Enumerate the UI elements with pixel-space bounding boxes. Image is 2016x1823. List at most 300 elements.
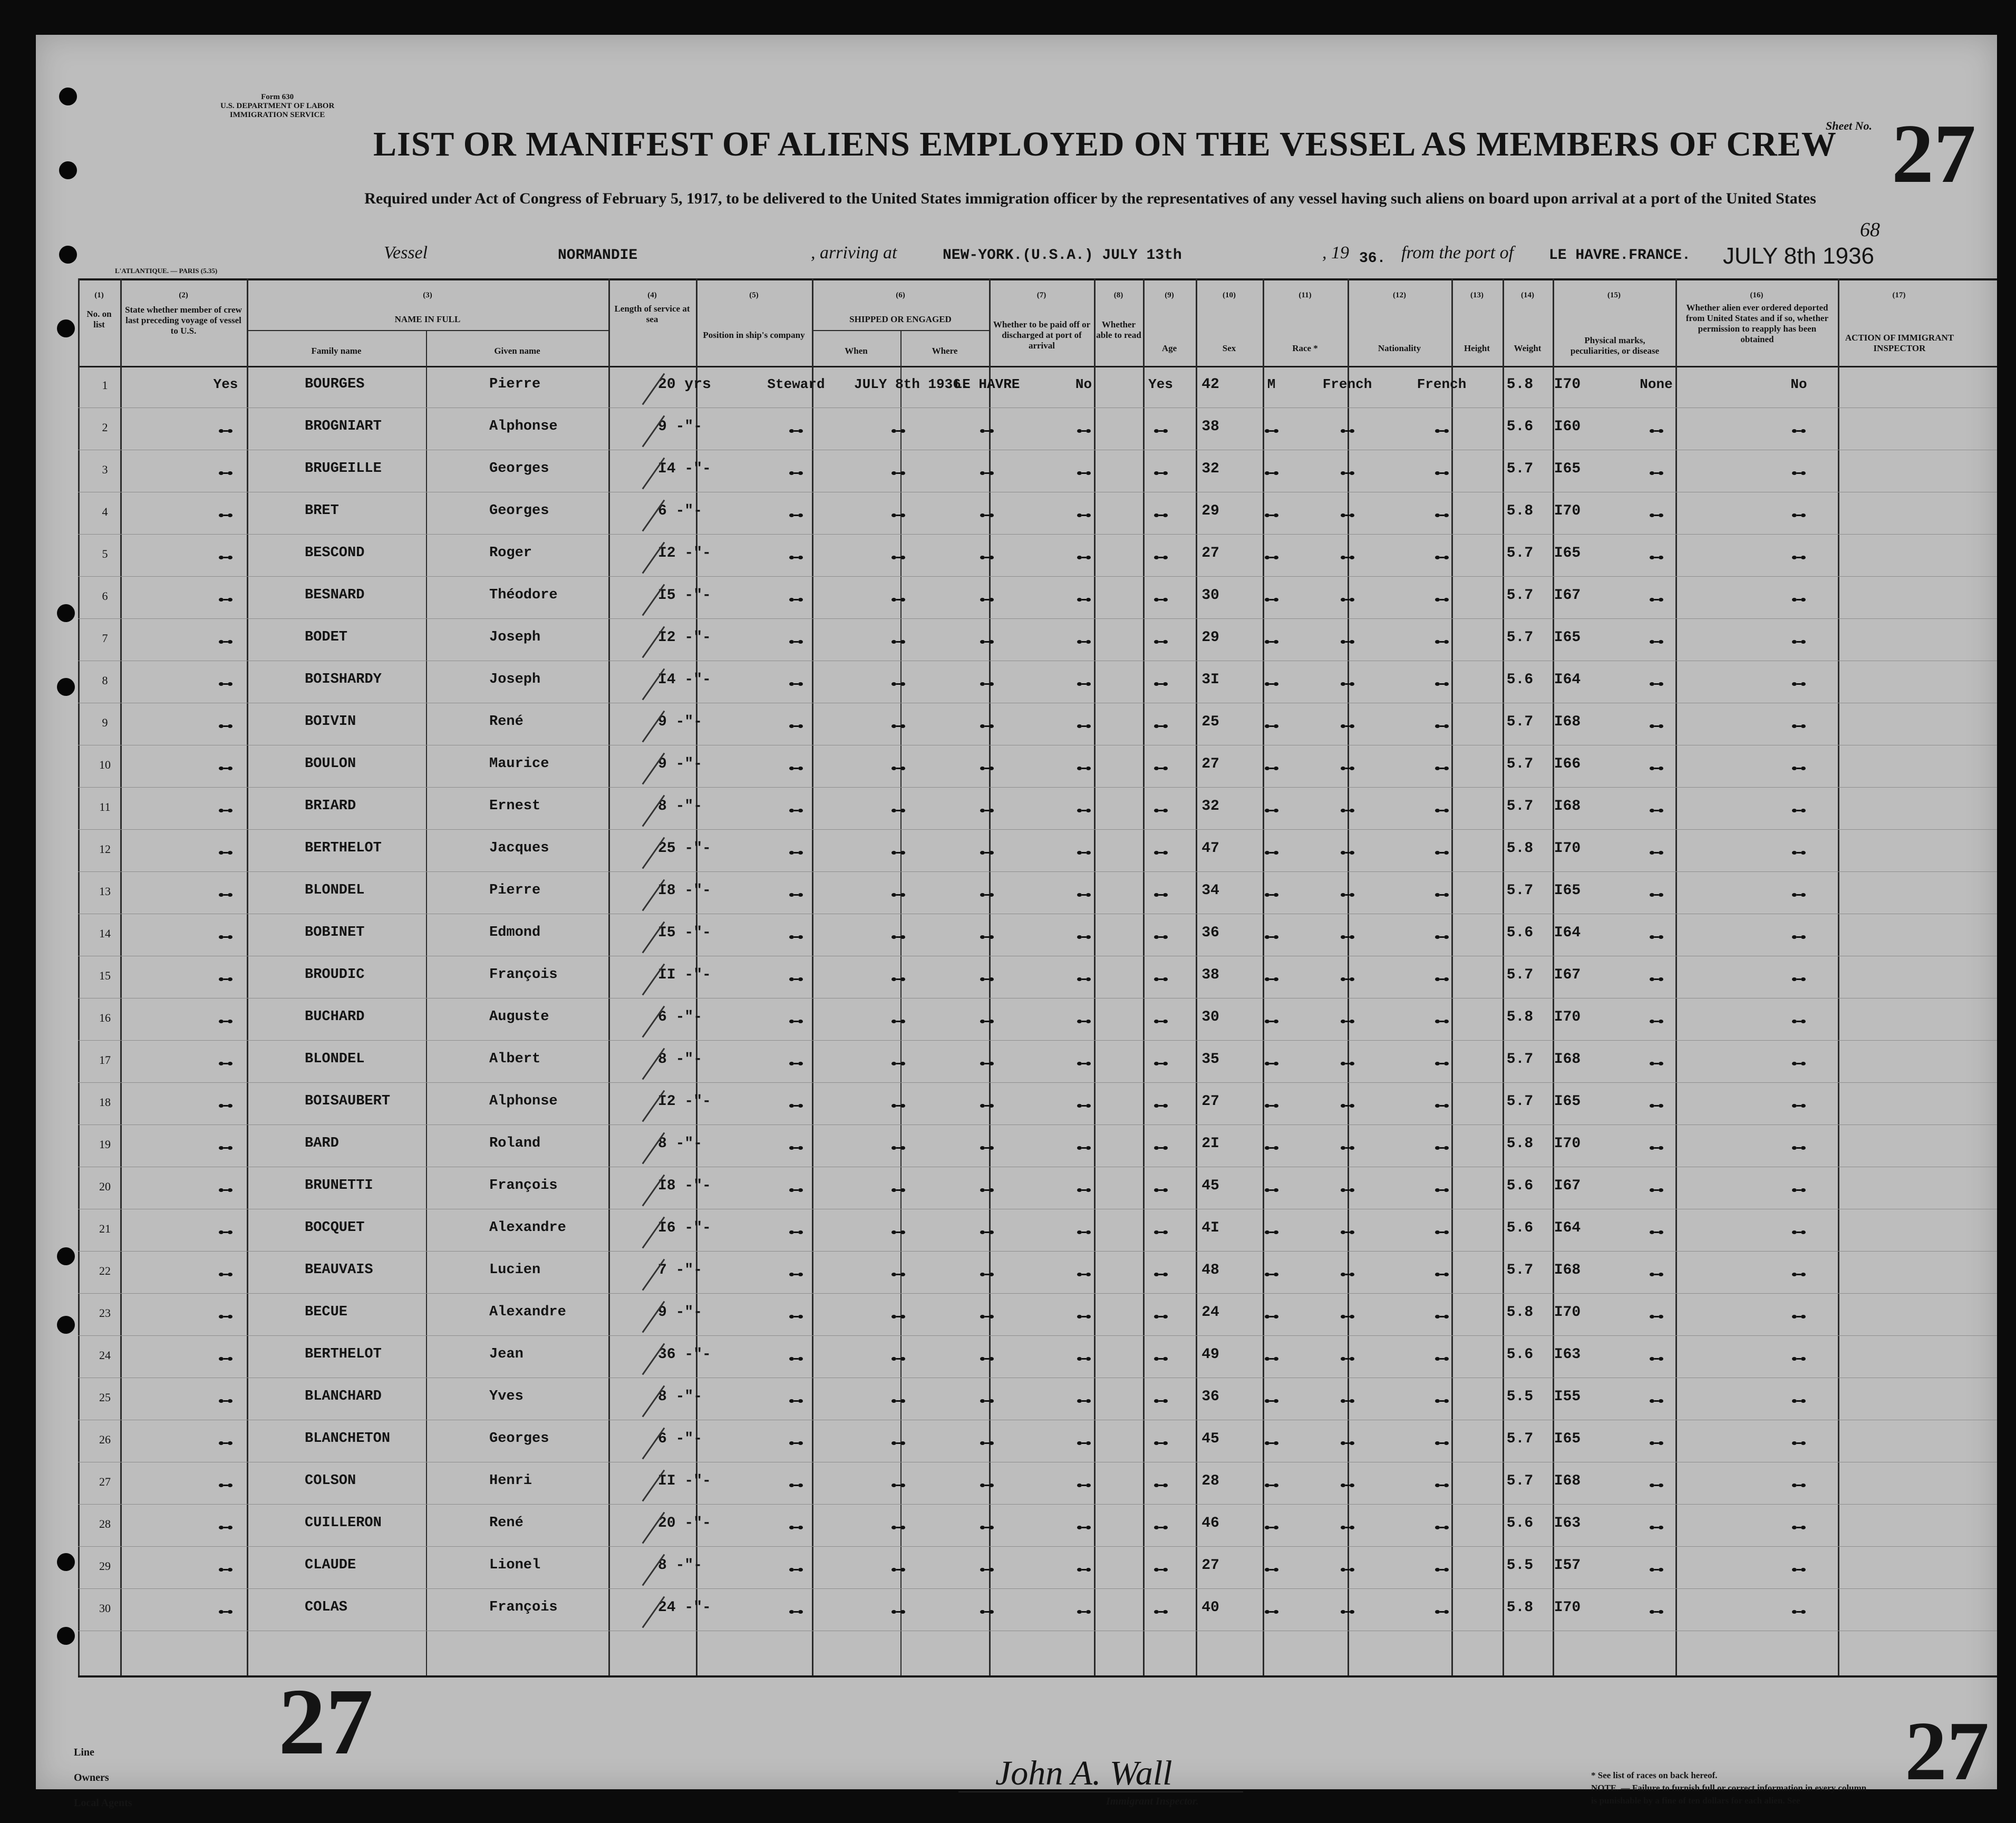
header-nationality: Nationality xyxy=(1378,343,1421,353)
ditto-mark xyxy=(980,598,994,602)
ditto-mark xyxy=(1154,809,1168,813)
ditto-mark xyxy=(1792,767,1806,771)
ditto-mark xyxy=(1650,471,1663,476)
age: 36 xyxy=(1201,925,1219,941)
height: 5.7 xyxy=(1506,1473,1534,1489)
length-of-service: I5 -"- xyxy=(658,925,711,941)
length-of-service: 9 -"- xyxy=(658,419,703,435)
ditto-mark xyxy=(1077,1315,1091,1319)
from-port-label: from the port of xyxy=(1401,243,1514,263)
ditto-mark xyxy=(789,977,803,982)
list-number: 24 xyxy=(99,1349,111,1362)
shipped-header-rule xyxy=(812,330,989,331)
given-name: Pierre xyxy=(489,376,541,392)
ditto-mark xyxy=(980,1104,994,1108)
ditto-mark xyxy=(1077,1483,1091,1488)
ditto-mark xyxy=(789,1357,803,1361)
ditto-mark xyxy=(1265,1273,1278,1277)
ditto-mark xyxy=(219,935,232,939)
header-weight: Weight xyxy=(1514,343,1542,353)
ditto-mark xyxy=(219,1357,232,1361)
ditto-mark xyxy=(1792,1610,1806,1614)
column-number: (13) xyxy=(1470,291,1484,299)
column-number: (7) xyxy=(1036,291,1046,299)
ditto-mark xyxy=(980,1568,994,1572)
length-of-service: 8 -"- xyxy=(658,1557,703,1574)
table-row xyxy=(78,1336,1997,1378)
ditto-mark xyxy=(1792,1483,1806,1488)
family-name: BRIARD xyxy=(305,798,356,814)
binder-hole xyxy=(57,1553,75,1571)
table-row xyxy=(78,1041,1997,1083)
list-number: 14 xyxy=(99,927,111,940)
list-number: 15 xyxy=(99,969,111,982)
family-name: BLANCHARD xyxy=(305,1389,382,1404)
table-row xyxy=(78,872,1997,914)
column-number: (4) xyxy=(647,291,657,299)
ditto-mark xyxy=(1792,1188,1806,1192)
ditto-mark xyxy=(1077,1610,1091,1614)
ditto-mark xyxy=(219,1146,232,1150)
ditto-mark xyxy=(980,471,994,476)
table-row xyxy=(78,1209,1997,1252)
ditto-mark xyxy=(1792,1526,1806,1530)
height: 5.7 xyxy=(1506,461,1534,477)
weight: I68 xyxy=(1554,714,1581,730)
ditto-mark xyxy=(1435,513,1449,518)
ditto-mark xyxy=(219,640,232,644)
ditto-mark xyxy=(789,471,803,476)
weight: I70 xyxy=(1554,1009,1581,1025)
ditto-mark xyxy=(1077,1230,1091,1235)
ditto-mark xyxy=(891,1020,905,1024)
weight: I70 xyxy=(1554,1304,1581,1321)
weight: I60 xyxy=(1554,419,1581,435)
ditto-mark xyxy=(1077,1020,1091,1024)
height: 5.7 xyxy=(1506,629,1534,646)
ditto-mark xyxy=(891,1230,905,1235)
arriving-label: , arriving at xyxy=(811,243,897,263)
ditto-mark xyxy=(1792,893,1806,897)
ditto-mark xyxy=(219,682,232,686)
table-row xyxy=(78,703,1997,745)
ditto-mark xyxy=(1154,1230,1168,1235)
ditto-mark xyxy=(219,429,232,433)
header-race: Race * xyxy=(1292,343,1318,353)
owners-label: Owners xyxy=(74,1772,109,1783)
sex: M xyxy=(1267,376,1276,392)
ditto-mark xyxy=(1265,471,1278,476)
length-of-service: I2 -"- xyxy=(658,629,711,646)
list-number: 30 xyxy=(99,1602,111,1615)
ditto-mark xyxy=(1154,1062,1168,1066)
table-row xyxy=(78,1378,1997,1420)
binder-hole xyxy=(59,246,77,264)
ditto-mark xyxy=(891,1146,905,1150)
table-row xyxy=(78,1505,1997,1547)
header-inspector-action: ACTION OF IMMIGRANT INSPECTOR xyxy=(1845,333,1954,353)
ditto-mark xyxy=(980,513,994,518)
ditto-mark xyxy=(219,1020,232,1024)
ditto-mark xyxy=(1341,1188,1354,1192)
ditto-mark xyxy=(789,935,803,939)
weight: I65 xyxy=(1554,545,1581,561)
given-name: Roland xyxy=(489,1136,541,1151)
age: 3I xyxy=(1201,672,1219,688)
weight: I65 xyxy=(1554,883,1581,899)
weight: I64 xyxy=(1554,672,1581,688)
header-paid-off: Whether to be paid off or discharged at port of arrival xyxy=(993,319,1091,351)
ditto-mark xyxy=(1650,1357,1663,1361)
ditto-mark xyxy=(1341,1020,1354,1024)
ditto-mark xyxy=(1435,471,1449,476)
local-agents-label: Local Agents xyxy=(74,1797,132,1809)
member-last-voyage: Yes xyxy=(213,376,238,392)
given-name: Yves xyxy=(489,1389,524,1404)
weight: I63 xyxy=(1554,1346,1581,1363)
height: 5.8 xyxy=(1506,1136,1534,1152)
ditto-mark xyxy=(1265,429,1278,433)
ditto-mark xyxy=(1154,935,1168,939)
list-number: 18 xyxy=(99,1095,111,1109)
table-row xyxy=(78,745,1997,788)
ditto-mark xyxy=(219,977,232,982)
ditto-mark xyxy=(980,429,994,433)
ditto-mark xyxy=(980,1315,994,1319)
height: 5.5 xyxy=(1506,1557,1534,1574)
ditto-mark xyxy=(1341,1568,1354,1572)
ditto-mark xyxy=(1265,1357,1278,1361)
binder-hole xyxy=(57,678,75,696)
list-number: 28 xyxy=(99,1517,111,1530)
ditto-mark xyxy=(980,682,994,686)
ditto-mark xyxy=(789,1526,803,1530)
length-of-service: 6 -"- xyxy=(658,503,703,519)
ditto-mark xyxy=(1341,1315,1354,1319)
list-number: 17 xyxy=(99,1053,111,1066)
length-of-service: 24 -"- xyxy=(658,1599,711,1616)
list-number: 25 xyxy=(99,1391,111,1404)
given-name: François xyxy=(489,1599,558,1615)
ditto-mark xyxy=(1341,1104,1354,1108)
family-name: BRUNETTI xyxy=(305,1178,373,1194)
given-name: Lucien xyxy=(489,1262,541,1278)
ditto-mark xyxy=(1341,1610,1354,1614)
ditto-mark xyxy=(1154,1020,1168,1024)
ditto-mark xyxy=(980,640,994,644)
given-name: Auguste xyxy=(489,1009,549,1025)
ditto-mark xyxy=(1650,598,1663,602)
ditto-mark xyxy=(1650,1062,1663,1066)
height: 5.6 xyxy=(1506,925,1534,941)
ditto-mark xyxy=(1154,893,1168,897)
year-prefix: , 19 xyxy=(1322,243,1349,263)
ditto-mark xyxy=(789,682,803,686)
ditto-mark xyxy=(1265,1568,1278,1572)
ditto-mark xyxy=(1650,851,1663,855)
age: 47 xyxy=(1201,840,1219,857)
ditto-mark xyxy=(1265,724,1278,729)
height: 5.8 xyxy=(1506,1009,1534,1025)
ditto-mark xyxy=(219,1610,232,1614)
header-shipped: SHIPPED OR ENGAGED xyxy=(849,314,952,324)
ditto-mark xyxy=(1154,1104,1168,1108)
ditto-mark xyxy=(1650,556,1663,560)
given-name: François xyxy=(489,1178,558,1194)
ditto-mark xyxy=(980,1230,994,1235)
ditto-mark xyxy=(891,556,905,560)
ditto-mark xyxy=(1154,767,1168,771)
list-number: 3 xyxy=(102,463,108,476)
ditto-mark xyxy=(1154,1146,1168,1150)
given-name: Alphonse xyxy=(489,1093,558,1109)
ditto-mark xyxy=(789,1188,803,1192)
length-of-service: 9 -"- xyxy=(658,714,703,730)
ditto-mark xyxy=(1792,1399,1806,1403)
ditto-mark xyxy=(1792,556,1806,560)
column-number: (12) xyxy=(1393,291,1406,299)
length-of-service: I6 -"- xyxy=(658,1220,711,1236)
ditto-mark xyxy=(219,1441,232,1446)
ditto-mark xyxy=(891,1188,905,1192)
length-of-service: I5 -"- xyxy=(658,587,711,604)
weight: I65 xyxy=(1554,1093,1581,1110)
ditto-mark xyxy=(1650,1273,1663,1277)
ditto-mark xyxy=(1792,935,1806,939)
ditto-mark xyxy=(1077,640,1091,644)
family-name: BLONDEL xyxy=(305,1051,365,1067)
paid-off: No xyxy=(1075,376,1092,392)
ditto-mark xyxy=(1077,556,1091,560)
ditto-mark xyxy=(219,471,232,476)
weight: I70 xyxy=(1554,840,1581,857)
weight: I63 xyxy=(1554,1515,1581,1531)
ditto-mark xyxy=(891,1568,905,1572)
age: 27 xyxy=(1201,545,1219,561)
inspector-signature: John A. Wall xyxy=(995,1754,1172,1792)
length-of-service: 8 -"- xyxy=(658,1051,703,1068)
service-name: IMMIGRATION SERVICE xyxy=(229,111,325,119)
ditto-mark xyxy=(1154,1357,1168,1361)
ditto-mark xyxy=(789,1568,803,1572)
ditto-mark xyxy=(1154,513,1168,518)
weight: I70 xyxy=(1554,1136,1581,1152)
ditto-mark xyxy=(1265,1441,1278,1446)
ditto-mark xyxy=(219,1230,232,1235)
age: 27 xyxy=(1201,1557,1219,1574)
ditto-mark xyxy=(789,1104,803,1108)
handwritten-date: JULY 8th 1936 xyxy=(1723,243,1875,269)
ditto-mark xyxy=(1341,429,1354,433)
column-number: (1) xyxy=(94,291,104,299)
given-name: Georges xyxy=(489,1431,549,1447)
binder-hole xyxy=(57,604,75,622)
table-row xyxy=(78,788,1997,830)
ditto-mark xyxy=(789,1315,803,1319)
ditto-mark xyxy=(1265,640,1278,644)
ditto-mark xyxy=(1154,471,1168,476)
list-number: 19 xyxy=(99,1138,111,1151)
ditto-mark xyxy=(219,598,232,602)
ditto-mark xyxy=(980,724,994,729)
given-name: Ernest xyxy=(489,798,541,814)
list-number: 11 xyxy=(99,800,111,813)
ditto-mark xyxy=(1341,682,1354,686)
ditto-mark xyxy=(1435,893,1449,897)
ditto-mark xyxy=(1077,1188,1091,1192)
physical-marks: None xyxy=(1640,376,1673,392)
family-name: BOIVIN xyxy=(305,714,356,730)
weight: I68 xyxy=(1554,798,1581,814)
ditto-mark xyxy=(1792,1441,1806,1446)
family-name: CUILLERON xyxy=(305,1515,382,1531)
ditto-mark xyxy=(1077,1146,1091,1150)
binder-hole xyxy=(57,1316,75,1334)
ditto-mark xyxy=(1792,977,1806,982)
ditto-mark xyxy=(1435,809,1449,813)
ditto-mark xyxy=(1341,513,1354,518)
ditto-mark xyxy=(1435,1357,1449,1361)
age: 40 xyxy=(1201,1599,1219,1616)
ditto-mark xyxy=(1077,513,1091,518)
column-number: (2) xyxy=(179,291,188,299)
height: 5.7 xyxy=(1506,756,1534,772)
ditto-mark xyxy=(1265,682,1278,686)
sheet-number-label: Sheet No. xyxy=(1826,119,1872,132)
family-name: BERTHELOT xyxy=(305,1346,382,1362)
ditto-mark xyxy=(789,809,803,813)
column-number: (11) xyxy=(1298,291,1312,299)
list-number: 4 xyxy=(102,505,108,518)
header-family-name: Family name xyxy=(311,346,362,356)
ditto-mark xyxy=(1341,1441,1354,1446)
position: Steward xyxy=(767,376,825,392)
list-number: 16 xyxy=(99,1011,111,1024)
ditto-mark xyxy=(1265,1146,1278,1150)
form-info xyxy=(220,93,334,120)
ditto-mark xyxy=(891,893,905,897)
binder-hole xyxy=(57,319,75,337)
age: 42 xyxy=(1201,376,1219,393)
ditto-mark xyxy=(1792,851,1806,855)
height: 5.8 xyxy=(1506,1304,1534,1321)
weight: I66 xyxy=(1554,756,1581,772)
height: 5.5 xyxy=(1506,1389,1534,1405)
ditto-mark xyxy=(891,1441,905,1446)
ditto-mark xyxy=(1341,767,1354,771)
binder-hole xyxy=(57,1627,75,1645)
family-name: BLONDEL xyxy=(305,883,365,898)
ditto-mark xyxy=(1792,471,1806,476)
age: 34 xyxy=(1201,883,1219,899)
ditto-mark xyxy=(219,893,232,897)
ditto-mark xyxy=(1077,851,1091,855)
ditto-mark xyxy=(1650,767,1663,771)
vessel-label: Vessel xyxy=(384,243,428,263)
given-name: Joseph xyxy=(489,672,541,687)
ditto-mark xyxy=(219,851,232,855)
length-of-service: I4 -"- xyxy=(658,461,711,477)
vessel-name: NORMANDIE xyxy=(558,247,638,264)
family-name: BLANCHETON xyxy=(305,1431,391,1447)
table-row xyxy=(78,998,1997,1041)
ditto-mark xyxy=(1435,429,1449,433)
weight: I68 xyxy=(1554,1051,1581,1068)
given-name: Théodore xyxy=(489,587,558,603)
ditto-mark xyxy=(1341,1230,1354,1235)
height: 5.7 xyxy=(1506,1262,1534,1278)
column-number: (16) xyxy=(1750,291,1763,299)
ditto-mark xyxy=(219,1104,232,1108)
ditto-mark xyxy=(891,935,905,939)
ditto-mark xyxy=(1650,977,1663,982)
vessel-line xyxy=(125,243,1907,266)
ditto-mark xyxy=(1077,1568,1091,1572)
ditto-mark xyxy=(1435,1441,1449,1446)
ditto-mark xyxy=(1792,598,1806,602)
ditto-mark xyxy=(1650,1483,1663,1488)
ditto-mark xyxy=(1077,724,1091,729)
age: 46 xyxy=(1201,1515,1219,1531)
ditto-mark xyxy=(1341,1483,1354,1488)
ditto-mark xyxy=(1265,1483,1278,1488)
ditto-mark xyxy=(1265,893,1278,897)
age: 24 xyxy=(1201,1304,1219,1321)
ditto-mark xyxy=(219,1273,232,1277)
ditto-mark xyxy=(1265,513,1278,518)
list-number: 2 xyxy=(102,421,108,434)
ditto-mark xyxy=(891,1526,905,1530)
ditto-mark xyxy=(219,1526,232,1530)
ditto-mark xyxy=(1792,724,1806,729)
ditto-mark xyxy=(789,556,803,560)
penalty-note-cont: is punishable by a fine of ten dollars for each alien. See xyxy=(1591,1796,1800,1806)
family-name: BRET xyxy=(305,503,339,519)
ditto-mark xyxy=(1077,935,1091,939)
height: 5.6 xyxy=(1506,1346,1534,1363)
age: 2I xyxy=(1201,1136,1219,1152)
given-name: Henri xyxy=(489,1473,532,1489)
ditto-mark xyxy=(980,1146,994,1150)
ditto-mark xyxy=(789,851,803,855)
ditto-mark xyxy=(891,1273,905,1277)
age: 32 xyxy=(1201,461,1219,477)
table-row xyxy=(78,1420,1997,1462)
ditto-mark xyxy=(1341,1526,1354,1530)
length-of-service: 9 -"- xyxy=(658,1304,703,1321)
ditto-mark xyxy=(1265,556,1278,560)
given-name: Georges xyxy=(489,503,549,519)
ditto-mark xyxy=(1650,935,1663,939)
ditto-mark xyxy=(1265,1230,1278,1235)
ditto-mark xyxy=(1341,471,1354,476)
ditto-mark xyxy=(1792,640,1806,644)
binder-hole xyxy=(57,1247,75,1265)
given-name: Jean xyxy=(489,1346,524,1362)
ditto-mark xyxy=(1077,1273,1091,1277)
weight: I65 xyxy=(1554,629,1581,646)
ditto-mark xyxy=(1650,1441,1663,1446)
ditto-mark xyxy=(1077,471,1091,476)
list-number: 21 xyxy=(99,1222,111,1235)
list-number: 10 xyxy=(99,758,111,771)
ditto-mark xyxy=(891,598,905,602)
height: 5.6 xyxy=(1506,1515,1534,1531)
column-number: (8) xyxy=(1113,291,1123,299)
sheet-number: 27 xyxy=(1892,106,1976,200)
family-name: BESCOND xyxy=(305,545,365,561)
table-row xyxy=(78,914,1997,956)
